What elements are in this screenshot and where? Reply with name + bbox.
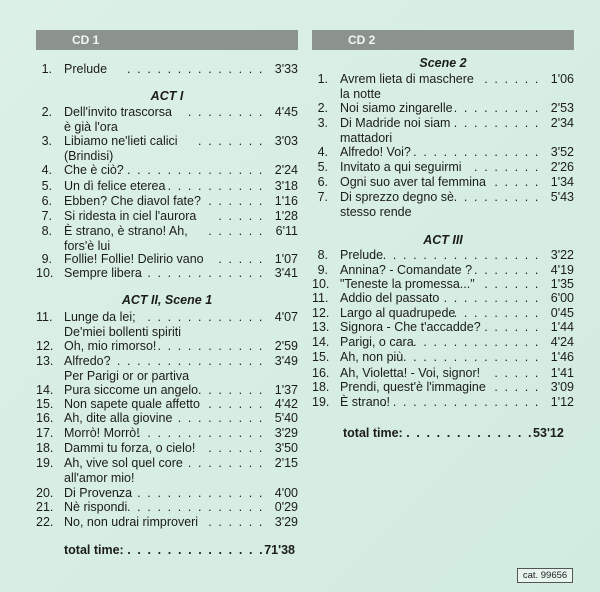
track-duration: 1'16: [274, 194, 298, 208]
track-title: Nè rispondi: [64, 500, 128, 514]
total-label: total time:: [343, 426, 403, 440]
track-title: No, non udrai rimproveri: [64, 515, 199, 529]
track-row: [36, 354, 298, 368]
track-title: Alfredo?: [64, 354, 111, 368]
track-row: [312, 320, 574, 334]
track-duration: 2'34: [550, 116, 574, 130]
track-row: [36, 194, 298, 208]
track-number: 12.: [312, 306, 330, 320]
track-row: [312, 101, 574, 115]
track-number: 13.: [312, 320, 330, 334]
leader-dots: . . . . . . . . . . . . .: [137, 266, 264, 280]
track-title: Ah, vive sol quel core: [64, 456, 183, 470]
track-row: [312, 306, 574, 320]
track-number: 8.: [317, 248, 328, 262]
leader-dots: . . . . . .: [208, 224, 264, 238]
leader-dots: . . . . . . .: [198, 134, 264, 148]
leader-dots: . . . . . . . . . .: [167, 179, 264, 193]
track-title-continuation: fors'è lui: [64, 239, 111, 253]
track-duration: 6'00: [550, 291, 574, 305]
track-duration: 3'29: [274, 515, 298, 529]
track-duration: 3'03: [274, 134, 298, 148]
leader-dots: . . . . . . .: [474, 263, 540, 277]
track-duration: 1'28: [274, 209, 298, 223]
track-number: 11.: [36, 310, 53, 324]
leader-dots: . . . . . . . . . . . . . . .: [116, 500, 264, 514]
track-number: 19.: [312, 395, 330, 409]
leader-dots: . . . . . . .: [474, 160, 540, 174]
leader-dots: . . . . . .: [484, 72, 540, 86]
leader-dots: . . . . . .: [208, 515, 264, 529]
track-title: Noi siamo zingarelle: [340, 101, 453, 115]
total-value: 71'38: [264, 543, 295, 557]
leader-dots: . . . . . .: [484, 277, 540, 291]
total-value: 53'12: [533, 426, 564, 440]
track-duration: 1'07: [274, 252, 298, 266]
leader-dots: . . . . . . . .: [187, 105, 264, 119]
leader-dots: . . . . . . . . . . . . . . . .: [106, 354, 264, 368]
track-title: Prelude: [340, 248, 384, 262]
track-row: [36, 310, 298, 324]
track-duration: 2'59: [274, 339, 298, 353]
leader-dots: . . . . . . . . .: [177, 411, 264, 425]
track-title-continuation: De'miei bollenti spiriti: [64, 325, 182, 339]
track-title: Ah, Violetta! - Voi, signor!: [340, 366, 481, 380]
track-row: [312, 291, 574, 305]
track-title: Prelude: [64, 62, 108, 76]
leader-dots: . . . . .: [218, 252, 264, 266]
leader-dots: . . . . . . . .: [187, 456, 264, 470]
leader-dots: . . . . . . . . .: [453, 116, 540, 130]
leader-dots: . . . . .: [494, 366, 540, 380]
track-row: [312, 72, 574, 86]
section-heading: ACT III: [423, 233, 463, 247]
track-duration: 4'19: [550, 263, 574, 277]
track-row: [36, 105, 298, 119]
track-number: 3.: [41, 134, 52, 148]
track-number: 14.: [36, 383, 54, 397]
track-row: [312, 175, 574, 189]
leader-dots: . . . . . . .: [198, 383, 264, 397]
total-label: total time:: [64, 543, 124, 557]
track-number: 21.: [36, 500, 54, 514]
track-row: [36, 252, 298, 266]
cd2-header: CD 2: [312, 30, 574, 50]
track-number: 6.: [41, 194, 52, 208]
track-row: [36, 411, 298, 425]
track-number: 2.: [41, 105, 52, 119]
track-title: È strano!: [340, 395, 391, 409]
track-title: Annina? - Comandate ?: [340, 263, 473, 277]
track-duration: 3'29: [274, 426, 298, 440]
track-number: 20.: [36, 486, 54, 500]
leader-dots: . . . . .: [494, 175, 540, 189]
track-number: 8.: [41, 224, 52, 238]
track-title: Dammi tu forza, o cielo!: [64, 441, 196, 455]
section-heading: Scene 2: [419, 56, 467, 70]
track-duration: 1'12: [550, 395, 574, 409]
track-title-continuation: Per Parigi or or partiva: [64, 369, 190, 383]
leader-dots: . . . . . . . . . . . . . . .: [392, 350, 540, 364]
track-number: 4.: [41, 163, 52, 177]
leader-dots: . . . . . . . . . . . . .: [137, 426, 264, 440]
track-duration: 1'35: [550, 277, 574, 291]
leader-dots: . . . . . . . . . . . . . .: [127, 62, 264, 76]
track-duration: 3'50: [274, 441, 298, 455]
track-title: Non sapete quale affetto: [64, 397, 200, 411]
track-duration: 1'34: [550, 175, 574, 189]
track-number: 7.: [317, 190, 328, 204]
track-duration: 5'43: [550, 190, 574, 204]
track-number: 9.: [41, 252, 52, 266]
track-title-continuation: all'amor mio!: [64, 471, 135, 485]
track-title: Largo al quadrupede: [340, 306, 456, 320]
leader-dots: . . . . . .: [208, 441, 264, 455]
track-number: 5.: [41, 179, 52, 193]
track-duration: 3'41: [274, 266, 298, 280]
leader-dots: . . . . . . . . . . . . . . .: [116, 486, 264, 500]
track-row: [36, 426, 298, 440]
track-row: [36, 441, 298, 455]
track-duration: 2'15: [274, 456, 298, 470]
leader-dots: . . . . .: [494, 380, 540, 394]
track-number: 18.: [312, 380, 330, 394]
track-title: Di Madride noi siam: [340, 116, 451, 130]
track-title: Alfredo! Voi?: [340, 145, 411, 159]
track-row: [36, 209, 298, 223]
track-title: Libiamo ne'lieti calici: [64, 134, 178, 148]
track-row: [312, 145, 574, 159]
leader-dots: . . . . . . . . .: [453, 190, 540, 204]
leader-dots: . . . . . . . . .: [453, 306, 540, 320]
track-row: [36, 383, 298, 397]
track-duration: 0'29: [274, 500, 298, 514]
track-row: [36, 339, 298, 353]
track-number: 6.: [317, 175, 328, 189]
track-number: 15.: [36, 397, 54, 411]
track-row: [312, 366, 574, 380]
track-duration: 0'45: [550, 306, 574, 320]
leader-dots: . . . . . . . . . . .: [157, 339, 264, 353]
track-row: [312, 380, 574, 394]
track-number: 12.: [36, 339, 54, 353]
track-title: Oh, mio rimorso!: [64, 339, 157, 353]
track-title: Ah, dite alla giovine: [64, 411, 173, 425]
track-number: 2.: [317, 101, 328, 115]
track-title-continuation: mattadori: [340, 131, 393, 145]
track-title: È strano, è strano! Ah,: [64, 224, 188, 238]
track-title-continuation: è già l'ora: [64, 120, 118, 134]
track-number: 11.: [312, 291, 329, 305]
track-row: [36, 397, 298, 411]
leader-dots: . . . . . .: [208, 397, 264, 411]
track-duration: 3'49: [274, 354, 298, 368]
total-dots: . . . . . . . . . . . . . .: [127, 543, 265, 557]
track-title: Di Provenza: [64, 486, 133, 500]
track-duration: 6'11: [275, 224, 298, 238]
track-title: Prendi, quest'è l'immagine: [340, 380, 486, 394]
track-title: Pura siccome un angelo: [64, 383, 199, 397]
track-number: 10.: [312, 277, 330, 291]
track-number: 18.: [36, 441, 54, 455]
track-number: 19.: [36, 456, 54, 470]
track-title: Follie! Follie! Delirio vano: [64, 252, 204, 266]
track-duration: 3'52: [550, 145, 574, 159]
track-title: Invitato a qui seguirmi: [340, 160, 462, 174]
track-row: [36, 179, 298, 193]
track-number: 14.: [312, 335, 330, 349]
track-row: [36, 266, 298, 280]
total-dots: . . . . . . . . . . . . .: [406, 426, 534, 440]
leader-dots: . . . . . .: [484, 320, 540, 334]
track-row: [312, 160, 574, 174]
leader-dots: . . . . . . . . . .: [443, 291, 540, 305]
track-row: [312, 248, 574, 262]
track-row: [312, 350, 574, 364]
track-number: 1.: [41, 62, 52, 76]
track-number: 10.: [36, 266, 54, 280]
track-title: Un dì felice eterea: [64, 179, 166, 193]
track-row: [312, 263, 574, 277]
track-duration: 4'24: [550, 335, 574, 349]
track-title: "Teneste la promessa...": [340, 277, 475, 291]
track-duration: 3'18: [274, 179, 298, 193]
track-row: [36, 500, 298, 514]
leader-dots: . . . . . . . . . . . . . . . . .: [372, 248, 540, 262]
track-title: Addio del passato: [340, 291, 440, 305]
leader-dots: . . . . . . . . . . . .: [147, 310, 264, 324]
track-title: Sempre libera: [64, 266, 142, 280]
track-title: Morrò! Morrò!: [64, 426, 140, 440]
track-title: Ah, non più: [340, 350, 404, 364]
track-duration: 1'44: [550, 320, 574, 334]
cd2-total-time: [343, 426, 564, 440]
track-duration: 1'37: [274, 383, 298, 397]
track-number: 7.: [41, 209, 52, 223]
leader-dots: . . . . . . . . . . . . .: [413, 335, 540, 349]
track-number: 15.: [312, 350, 330, 364]
track-duration: 1'06: [550, 72, 574, 86]
track-title: Parigi, o cara: [340, 335, 414, 349]
cd1-header: CD 1: [36, 30, 298, 50]
leader-dots: . . . . . .: [208, 194, 264, 208]
track-title-continuation: la notte: [340, 87, 382, 101]
track-number: 17.: [36, 426, 54, 440]
track-duration: 1'41: [550, 366, 574, 380]
track-title: Ogni suo aver tal femmina: [340, 175, 486, 189]
track-duration: 4'00: [274, 486, 298, 500]
track-row: [36, 486, 298, 500]
track-row: [36, 134, 298, 148]
track-duration: 4'42: [274, 397, 298, 411]
track-row: [312, 335, 574, 349]
track-row: [36, 224, 298, 238]
track-row: [312, 116, 574, 130]
track-number: 22.: [36, 515, 54, 529]
track-duration: 2'53: [550, 101, 574, 115]
track-row: [36, 62, 298, 76]
track-number: 9.: [317, 263, 328, 277]
track-title: Dell'invito trascorsa: [64, 105, 172, 119]
track-row: [312, 277, 574, 291]
track-row: [36, 163, 298, 177]
track-number: 4.: [317, 145, 328, 159]
leader-dots: . . . . . . . . . . . . . . . .: [106, 163, 264, 177]
track-title-continuation: stesso rende: [340, 205, 412, 219]
track-duration: 3'33: [274, 62, 298, 76]
track-row: [312, 395, 574, 409]
track-title: Lunge da lei;: [64, 310, 136, 324]
track-title: Signora - Che t'accadde?: [340, 320, 481, 334]
leader-dots: . . . . . . . . . . . . .: [413, 145, 540, 159]
track-duration: 5'40: [274, 411, 298, 425]
track-number: 13.: [36, 354, 54, 368]
track-title: Si ridesta in ciel l'aurora: [64, 209, 197, 223]
track-number: 16.: [312, 366, 330, 380]
track-row: [36, 515, 298, 529]
track-row: [36, 456, 298, 470]
track-number: 1.: [317, 72, 328, 86]
track-duration: 4'45: [274, 105, 298, 119]
section-heading: ACT I: [150, 89, 184, 103]
track-number: 3.: [317, 116, 328, 130]
track-number: 5.: [317, 160, 328, 174]
catalog-number: cat. 99656: [517, 568, 573, 583]
track-duration: 2'26: [550, 160, 574, 174]
track-duration: 4'07: [274, 310, 298, 324]
track-duration: 3'09: [550, 380, 574, 394]
leader-dots: . . . . .: [218, 209, 264, 223]
track-duration: 3'22: [550, 248, 574, 262]
track-number: 16.: [36, 411, 54, 425]
track-row: [312, 190, 574, 204]
track-title: Ebben? Che diavol fate?: [64, 194, 201, 208]
cd1-total-time: [64, 543, 295, 557]
track-title-continuation: (Brindisi): [64, 149, 114, 163]
track-title: Di sprezzo degno sè: [340, 190, 454, 204]
leader-dots: . . . . . . . . . . . . . . . .: [382, 395, 540, 409]
track-duration: 2'24: [274, 163, 298, 177]
track-duration: 1'46: [550, 350, 574, 364]
leader-dots: . . . . . . . . .: [453, 101, 540, 115]
track-title: Che è ciò?: [64, 163, 124, 177]
track-title: Avrem lieta di maschere: [340, 72, 474, 86]
section-heading: ACT II, Scene 1: [121, 293, 213, 307]
